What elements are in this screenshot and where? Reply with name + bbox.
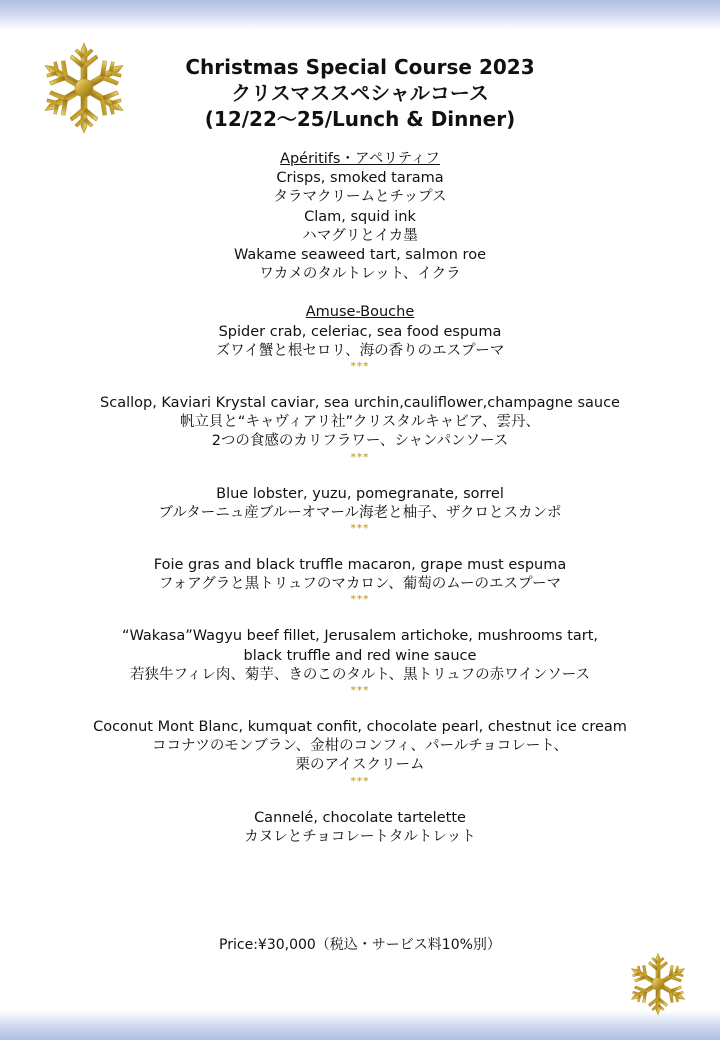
menu-line: Foie gras and black truffle macaron, grape must espuma xyxy=(153,557,567,574)
menu-line: 若狭牛フィレ肉、菊芋、きのこのタルト、黒トリュフの赤ワインソース xyxy=(130,666,590,683)
menu-line: タラマクリームとチップス xyxy=(273,189,447,206)
snowflake-icon xyxy=(624,950,692,1018)
menu-line: Spider crab, celeriac, sea food espuma xyxy=(218,323,502,340)
price-text: Price:¥30,000（税込・サービス料10%別） xyxy=(219,937,501,953)
menu-header xyxy=(0,54,720,132)
course-separator: *** xyxy=(350,775,370,787)
menu-line: ココナツのモンブラン、金柑のコンフィ、パールチョコレート、 xyxy=(151,738,568,755)
top-gradient-band xyxy=(0,0,720,30)
bottom-gradient-band xyxy=(0,1010,720,1040)
menu-line: Scallop, Kaviari Krystal caviar, sea urchin,cauliflower,champagne sauce xyxy=(100,395,620,412)
menu-line: Clam, squid ink xyxy=(304,208,416,225)
aperitifs-heading: Apéritifs・アペリティフ xyxy=(280,151,440,167)
course-separator: *** xyxy=(350,594,370,606)
menu-line: ブルターニュ産ブルーオマール海老と柚子、ザクロとスカンポ xyxy=(158,504,562,521)
title-dates: (12/22～25/Lunch & Dinner) xyxy=(204,107,516,131)
menu-line: 帆立貝と“キャヴィアリ社”クリスタルキャビア、雲丹、 xyxy=(179,414,541,431)
course-separator: *** xyxy=(350,685,370,697)
menu-line: Cannelé, chocolate tartelette xyxy=(254,809,466,826)
menu-line: Crisps, smoked tarama xyxy=(276,170,444,187)
menu-line: “Wakasa”Wagyu beef fillet, Jerusalem artichoke, mushrooms tart, xyxy=(121,628,599,645)
title-english: Christmas Special Course 2023 xyxy=(185,55,535,79)
course-separator: *** xyxy=(350,361,370,373)
menu-line: black truffle and red wine sauce xyxy=(243,647,477,664)
menu-line: ズワイ蟹と根セロリ、海の香りのエスプーマ xyxy=(215,342,505,359)
title-japanese: クリスマススペシャルコース xyxy=(231,81,489,105)
menu-line: 2つの食感のカリフラワー、シャンパンソース xyxy=(211,433,509,450)
amuse-bouche-heading: Amuse-Bouche xyxy=(305,304,415,321)
menu-line: 栗のアイスクリーム xyxy=(295,757,425,774)
course-separator: *** xyxy=(350,451,370,463)
menu-line: フォアグラと黒トリュフのマカロン、葡萄のムーのエスプーマ xyxy=(158,576,562,593)
course-menu xyxy=(0,150,720,847)
course-separator: *** xyxy=(350,523,370,535)
menu-line: Wakame seaweed tart, salmon roe xyxy=(234,247,486,264)
menu-line: Blue lobster, yuzu, pomegranate, sorrel xyxy=(216,485,504,502)
menu-line: ハマグリとイカ墨 xyxy=(302,227,418,244)
menu-line: カヌレとチョコレートタルトレット xyxy=(244,828,476,845)
menu-line: Coconut Mont Blanc, kumquat confit, chocolate pearl, chestnut ice cream xyxy=(93,719,627,736)
menu-line: ワカメのタルトレット、イクラ xyxy=(259,266,461,283)
